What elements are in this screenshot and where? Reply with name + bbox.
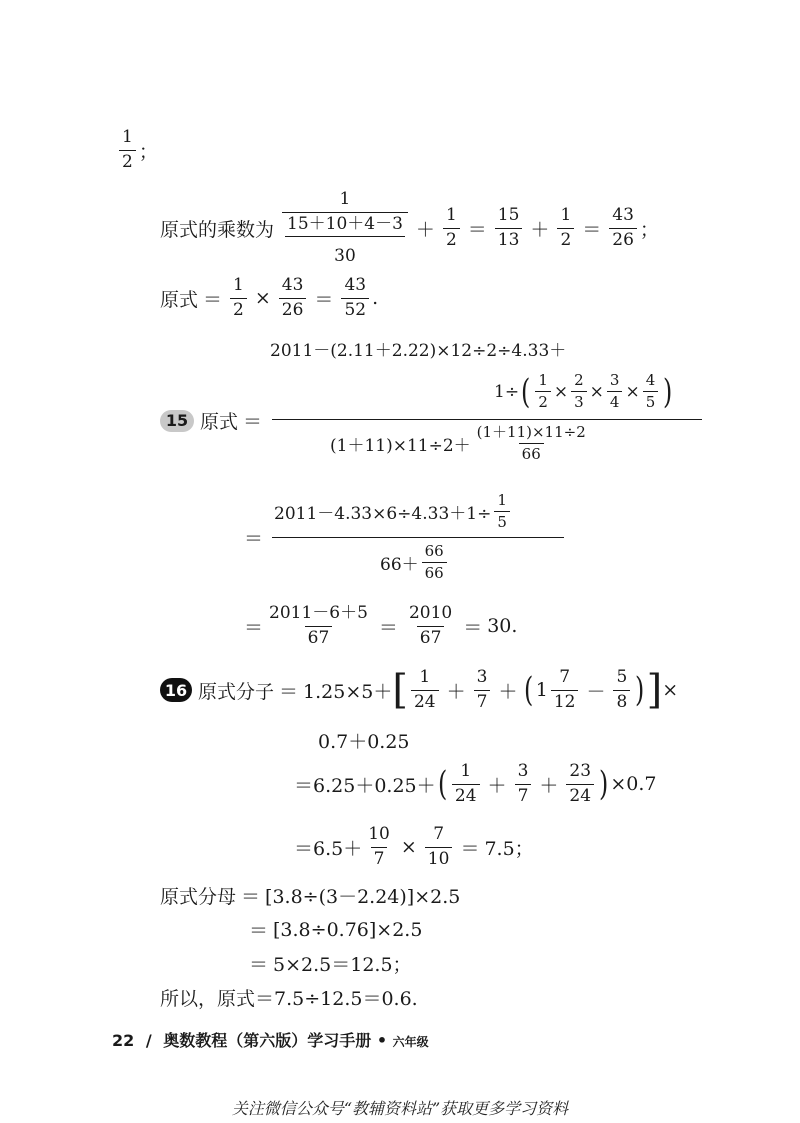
p16-line-3: ＝ 6.25＋0.25＋ ( $\frac{1}{24}$ ＋ $\frac{3}{7}$ ＋ $\frac{23}{24}$ ) ×0.7 [294,761,657,806]
result-line-1: 原式 ＝ $\frac{1}{2}$ × $\frac{43}{26}$ ＝ $\frac{43}{52}$ . [160,275,379,320]
p16-denom-3: ＝ 5×2.5＝12.5； [249,954,412,976]
p15-top-line-1: 2011－(2.11＋2.22)×12÷2÷4.33＋ [270,341,567,361]
multiplier-label: 原式的乘数为 [160,218,275,241]
grade-label: 六年级 [392,1035,429,1049]
problem-badge: 15 [160,410,194,432]
p16-line-2: 0.7＋0.25 [318,731,410,753]
watermark-text: 关注微信公众号“教辅资料站”获取更多学习资料 [231,1099,569,1118]
p15-step2-bar [272,537,564,538]
p15-step2-den: 66＋ $\frac{66}{66}$ [380,543,450,583]
p15-step2-num: 2011－4.33×6÷4.33＋1÷ $\frac{1}{5}$ [274,492,513,532]
page-number: 22 [112,1031,135,1050]
p15-step2-eq: ＝ [244,528,264,550]
p16-line-4: ＝ 6.5＋ $\frac{10}{7}$ × $\frac{7}{10}$ ＝ 7.5； [294,824,534,869]
problem-badge: 16 [160,678,192,702]
book-title: 奥数教程（第六版）学习手册 [163,1031,372,1050]
p15-top-line-2: 1÷ ( $\frac{1}{2}$ × $\frac{2}{3}$ × $\frac{3}{4}$ × $\frac{4}{5}$ ) [494,371,673,412]
line-top: $\frac{1}{2}$ ； [116,128,158,172]
p15-main-fraction-bar [272,419,702,420]
p16-denom-1: 原式分母 ＝ [3.8÷(3－2.24)]×2.5 [160,886,461,908]
p15-step3: ＝ $\frac{2011-6+5}{67}$ ＝ $\frac{2010}{67}$ ＝ 30. [244,603,518,648]
page-footer: 22 / 奥数教程（第六版）学习手册 • 六年级 [112,1031,429,1050]
p16-conclusion: 所以，原式＝7.5÷12.5＝0.6. [160,988,418,1010]
p16-line-1: 16 原式分子 ＝ 1.25×5＋ [ $\frac{1}{24}$ ＋ $\frac{3}{7}$ ＋ ( 1 $\frac{7}{12}$ － $\frac{5}{8}$ ) ] × [160,668,678,712]
p15-denominator: (1＋11)×11÷2＋ $\frac{(1+11)\times 11\div 2}{66}$ [330,423,586,464]
fraction: $\frac{1}{2}$ [119,128,136,172]
p15-label-line: 15 原式 ＝ [160,407,267,434]
multiplier-line: 原式的乘数为 1 15＋10＋4－3 30 ＋ $\frac{1}{2}$ ＝ $\frac{15}{13}$ ＋ $\frac{1}{2}$ ＝ $\frac{43}{26}$ ； [160,189,659,267]
complex-fraction: 1 15＋10＋4－3 30 [282,190,408,267]
p16-denom-2: ＝ [3.8÷0.76]×2.5 [249,918,423,942]
